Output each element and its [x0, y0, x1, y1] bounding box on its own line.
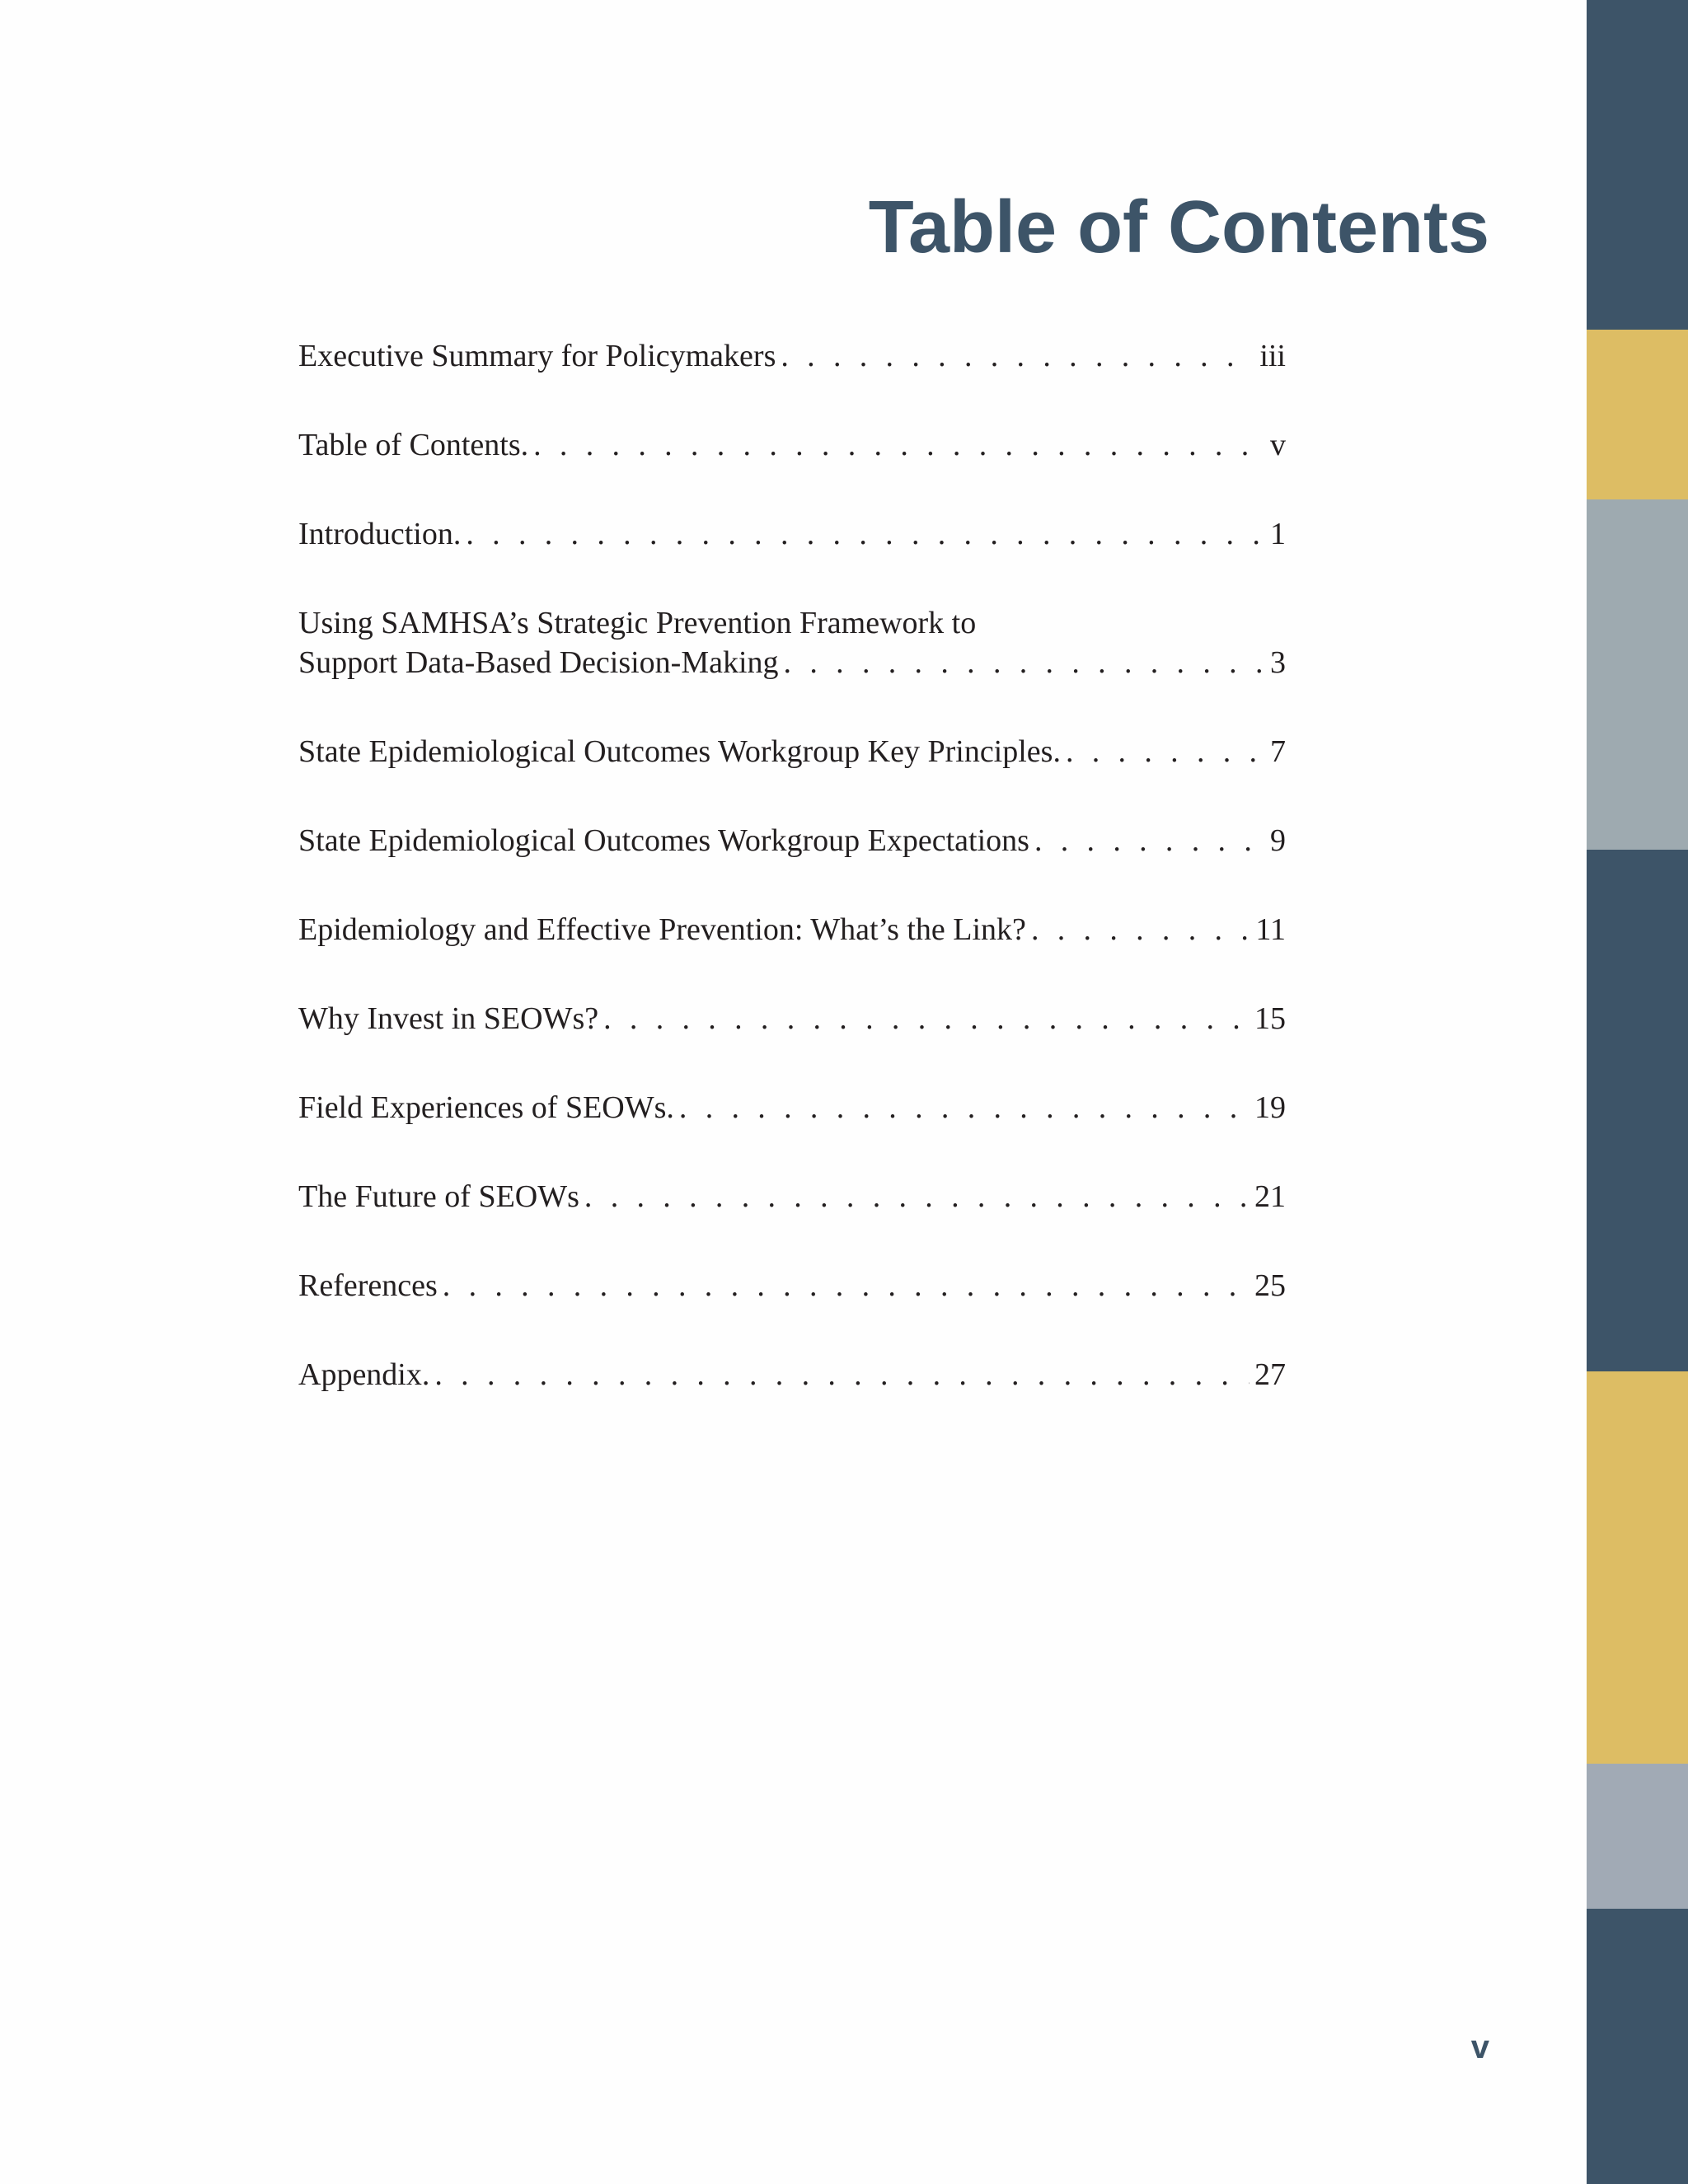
color-band: [1587, 1371, 1688, 1764]
toc-page-number: 15: [1254, 1001, 1286, 1036]
toc-entry[interactable]: [298, 514, 1286, 554]
color-band: [1587, 1909, 1688, 2184]
toc-line: [298, 603, 1286, 643]
toc-entry-title: Epidemiology and Effective Prevention: What’s the Link?: [298, 912, 1026, 947]
toc-entry-title: Appendix.: [298, 1357, 430, 1392]
dot-leader: [679, 1088, 1250, 1127]
toc-page-number: 1: [1270, 517, 1286, 551]
toc-page-number: 9: [1270, 823, 1286, 858]
toc-entry-title: Table of Contents.: [298, 428, 529, 462]
toc-entry[interactable]: [298, 1355, 1286, 1394]
page-number: v: [1470, 2029, 1489, 2065]
toc-line: [298, 425, 1286, 465]
toc-line: [298, 1177, 1286, 1216]
toc-entry[interactable]: [298, 1177, 1286, 1216]
toc-entry-title: References: [298, 1268, 438, 1303]
toc-page-number: 19: [1254, 1090, 1286, 1125]
dot-leader: [443, 1266, 1250, 1305]
toc-line: [298, 1355, 1286, 1394]
toc-line: [298, 1266, 1286, 1305]
dot-leader: [533, 425, 1265, 465]
toc-page-number: iii: [1259, 339, 1286, 373]
dot-leader: [1031, 910, 1250, 949]
color-band: [1587, 850, 1688, 1371]
toc-line: [298, 336, 1286, 376]
toc-entry[interactable]: [298, 336, 1286, 376]
toc-line: [298, 732, 1286, 771]
toc-entry-title: Executive Summary for Policymakers: [298, 339, 776, 373]
toc-line: [298, 514, 1286, 554]
toc-line: [298, 910, 1286, 949]
toc-page-number: 3: [1270, 645, 1286, 680]
decorative-color-bar: [1587, 0, 1688, 2184]
dot-leader: [466, 514, 1265, 554]
toc-entry-title: State Epidemiological Outcomes Workgroup Key Principles.: [298, 734, 1061, 769]
toc-page-number: v: [1270, 428, 1286, 462]
toc-page-number: 25: [1254, 1268, 1286, 1303]
color-band: [1587, 1764, 1688, 1909]
toc-entry-title: Support Data-Based Decision-Making: [298, 645, 779, 680]
toc-line: [298, 821, 1286, 860]
toc-entry-title: Using SAMHSA’s Strategic Prevention Framework to: [298, 606, 977, 640]
toc-line: [298, 643, 1286, 682]
toc-line: [298, 1088, 1286, 1127]
toc-line: [298, 999, 1286, 1038]
toc-entry-title: Field Experiences of SEOWs.: [298, 1090, 674, 1125]
table-of-contents-list: [298, 336, 1286, 1444]
dot-leader: [781, 336, 1254, 376]
toc-page-number: 7: [1270, 734, 1286, 769]
toc-page-number: 11: [1255, 912, 1286, 947]
toc-entry[interactable]: [298, 999, 1286, 1038]
toc-entry-title: The Future of SEOWs: [298, 1179, 579, 1214]
toc-entry[interactable]: [298, 425, 1286, 465]
dot-leader: [784, 643, 1265, 682]
page-title: Table of Contents: [868, 186, 1489, 269]
dot-leader: [1034, 821, 1265, 860]
dot-leader: [1066, 732, 1265, 771]
toc-entry-title: Why Invest in SEOWs?: [298, 1001, 599, 1036]
toc-entry[interactable]: [298, 821, 1286, 860]
color-band: [1587, 499, 1688, 850]
toc-entry[interactable]: [298, 1088, 1286, 1127]
toc-entry[interactable]: [298, 603, 1286, 682]
dot-leader: [603, 999, 1250, 1038]
color-band: [1587, 0, 1688, 330]
toc-entry[interactable]: [298, 1266, 1286, 1305]
color-band: [1587, 330, 1688, 499]
dot-leader: [584, 1177, 1250, 1216]
toc-entry[interactable]: [298, 732, 1286, 771]
dot-leader: [434, 1355, 1250, 1394]
toc-entry[interactable]: [298, 910, 1286, 949]
toc-entry-title: State Epidemiological Outcomes Workgroup Expectations: [298, 823, 1029, 858]
toc-entry-title: Introduction.: [298, 517, 462, 551]
toc-page-number: 27: [1254, 1357, 1286, 1392]
toc-page-number: 21: [1254, 1179, 1286, 1214]
